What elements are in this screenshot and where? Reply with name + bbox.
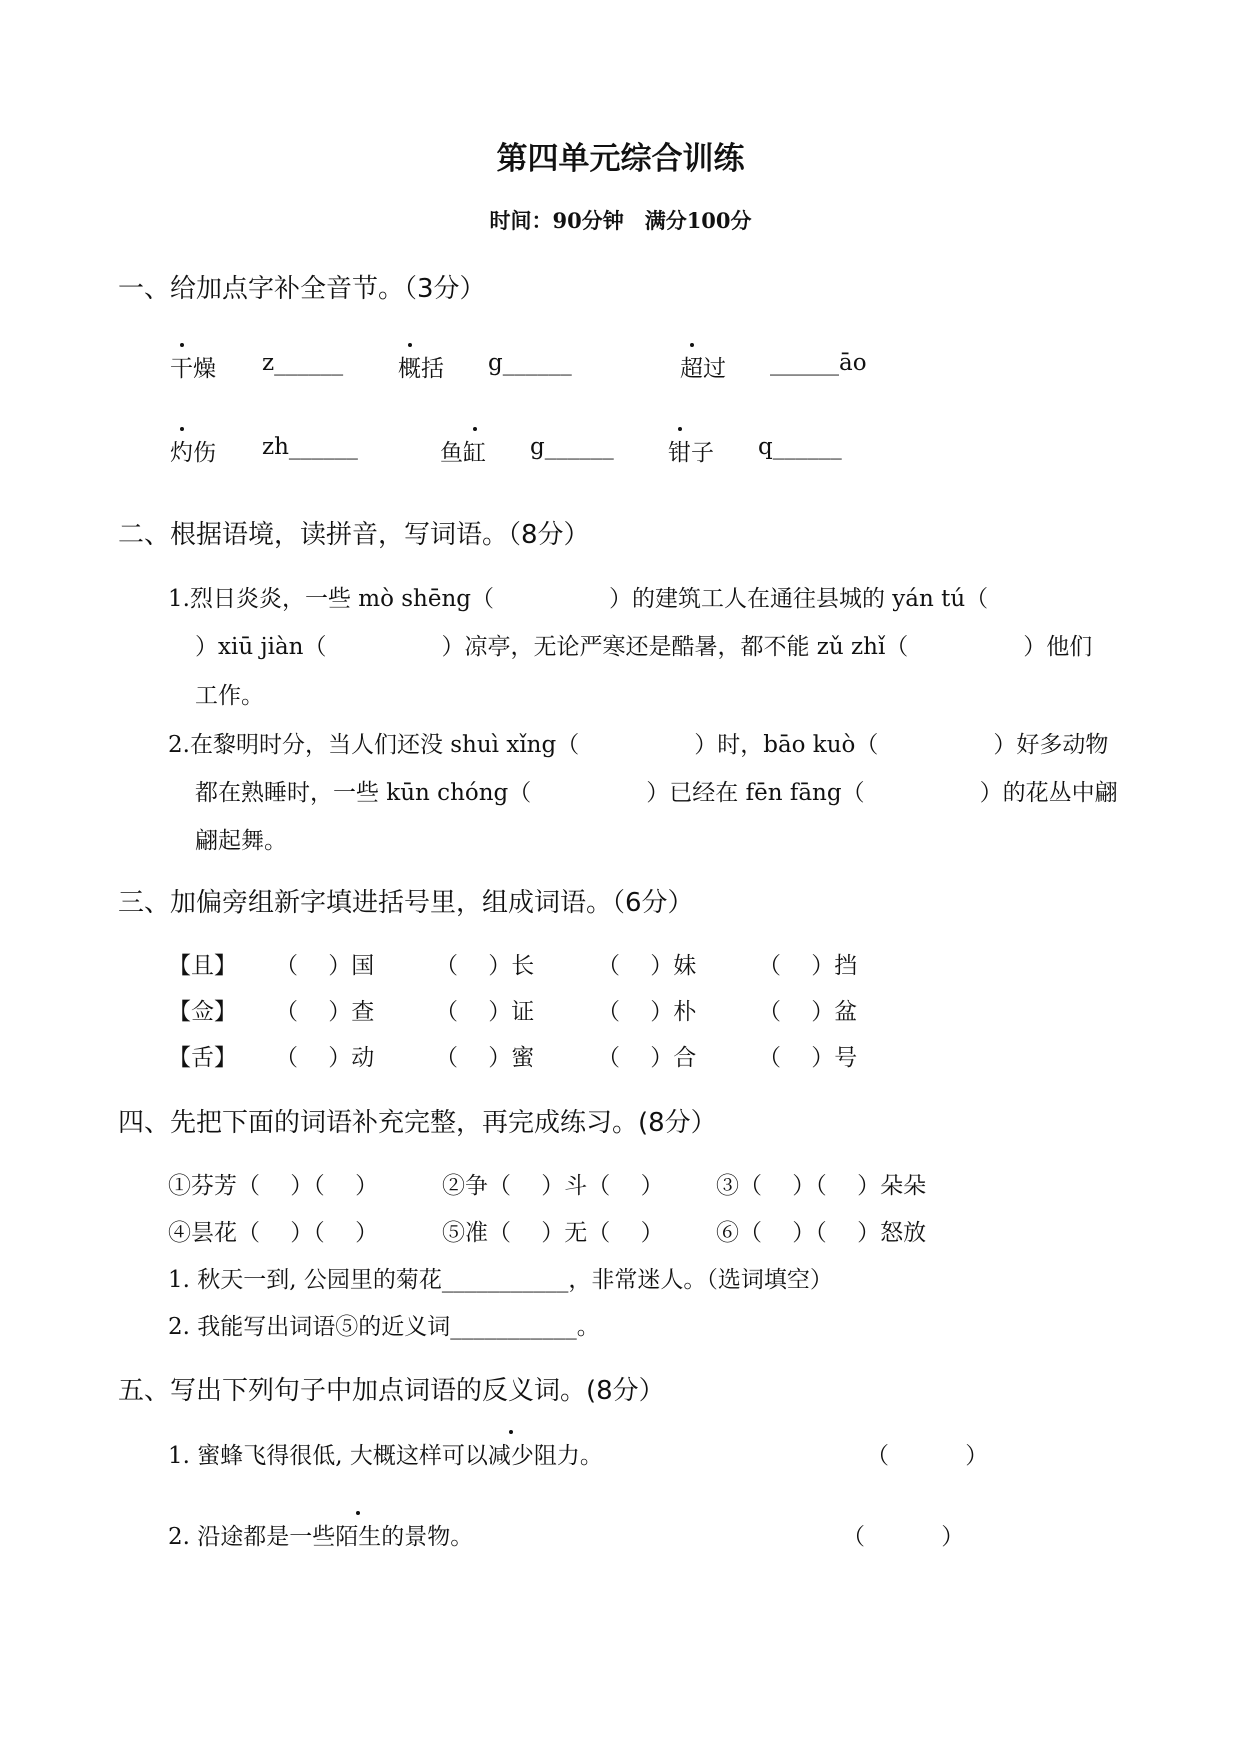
q4-idiom[interactable]: ⑥（ ）（ ）怒放: [716, 1220, 927, 1246]
q1-word: 灼伤: [170, 434, 216, 467]
q3-root: 【佥】: [168, 999, 237, 1025]
q3-item[interactable]: （ ）盆: [758, 999, 858, 1025]
q3-item[interactable]: （ ）国: [275, 953, 375, 979]
q3-item[interactable]: （ ）证: [435, 999, 535, 1025]
q1-word: 鱼缸: [440, 434, 486, 467]
dotted-word: 减少: [488, 1443, 534, 1469]
q2-line: 工作。: [195, 683, 264, 709]
q2-line: 1.烈日炎炎，一些 mò shēng（ ）的建筑工人在通往县城的 yán tú（: [168, 586, 989, 612]
q4-idiom[interactable]: ②争（ ）斗（ ）: [442, 1173, 664, 1199]
q4-idiom[interactable]: ③（ ）（ ）朵朵: [716, 1173, 927, 1199]
q4-idiom[interactable]: ⑤准（ ）无（ ）: [442, 1220, 664, 1246]
q1-answer-blank[interactable]: zh______: [262, 434, 358, 460]
q3-item[interactable]: （ ）查: [275, 999, 375, 1025]
q3-root: 【且】: [168, 953, 237, 979]
q1-answer-blank[interactable]: ______āo: [770, 350, 867, 376]
q3-item[interactable]: （ ）挡: [758, 953, 858, 979]
q5-answer-blank[interactable]: （ ）: [842, 1524, 965, 1550]
page-title: 第四单元综合训练: [496, 141, 745, 177]
q2-line: 2.在黎明时分，当人们还没 shuì xǐng（ ）时，bāo kuò（ ）好多动物: [168, 732, 1109, 758]
q1-answer-blank[interactable]: g______: [530, 434, 614, 460]
q2-line: 都在熟睡时，一些 kūn chóng（ ）已经在 fēn fāng（ ）的花丛中翩: [195, 780, 1118, 806]
q1-word: 概括: [398, 350, 444, 383]
q1-answer-blank[interactable]: q______: [758, 434, 842, 460]
q1-word: 干燥: [170, 350, 216, 383]
q3-root: 【舌】: [168, 1045, 237, 1071]
section-2-heading: 二、根据语境，读拼音，写词语。（8分）: [118, 520, 590, 550]
q1-word: 超过: [680, 350, 726, 383]
section-1-heading: 一、给加点字补全音节。（3分）: [118, 274, 486, 304]
q2-line: ）xiū jiàn（ ）凉亭，无论严寒还是酷暑，都不能 zǔ zhǐ（ ）他们: [195, 634, 1093, 660]
q3-item[interactable]: （ ）号: [758, 1045, 858, 1071]
q3-item[interactable]: （ ）朴: [597, 999, 697, 1025]
section-5-heading: 五、写出下列句子中加点词语的反义词。(8分）: [118, 1376, 665, 1406]
q4-exercise: 2. 我能写出词语⑤的近义词___________。: [168, 1314, 600, 1340]
q3-item[interactable]: （ ）妹: [597, 953, 697, 979]
q2-line: 翩起舞。: [195, 828, 287, 854]
q3-item[interactable]: （ ）动: [275, 1045, 375, 1071]
section-4-heading: 四、先把下面的词语补充完整，再完成练习。(8分）: [118, 1108, 717, 1138]
q1-answer-blank[interactable]: z______: [262, 350, 344, 376]
dotted-word: 陌生: [335, 1524, 381, 1550]
q5-sentence: 1. 蜜蜂飞得很低, 大概这样可以减少阻力。: [168, 1437, 603, 1470]
q1-word: 钳子: [668, 434, 714, 467]
section-3-heading: 三、加偏旁组新字填进括号里，组成词语。（6分）: [118, 888, 694, 918]
q3-item[interactable]: （ ）蜜: [435, 1045, 535, 1071]
q1-answer-blank[interactable]: g______: [488, 350, 572, 376]
q3-item[interactable]: （ ）合: [597, 1045, 697, 1071]
q5-answer-blank[interactable]: （ ）: [866, 1443, 989, 1469]
exam-info: 时间：90分钟 满分100分: [489, 208, 752, 233]
q5-sentence: 2. 沿途都是一些陌生的景物。: [168, 1518, 473, 1551]
q4-idiom[interactable]: ④昙花（ ）（ ）: [168, 1220, 379, 1246]
q4-idiom[interactable]: ①芬芳（ ）（ ）: [168, 1173, 379, 1199]
q4-exercise: 1. 秋天一到, 公园里的菊花___________，非常迷人。（选词填空）: [168, 1267, 833, 1293]
q3-item[interactable]: （ ）长: [435, 953, 535, 979]
